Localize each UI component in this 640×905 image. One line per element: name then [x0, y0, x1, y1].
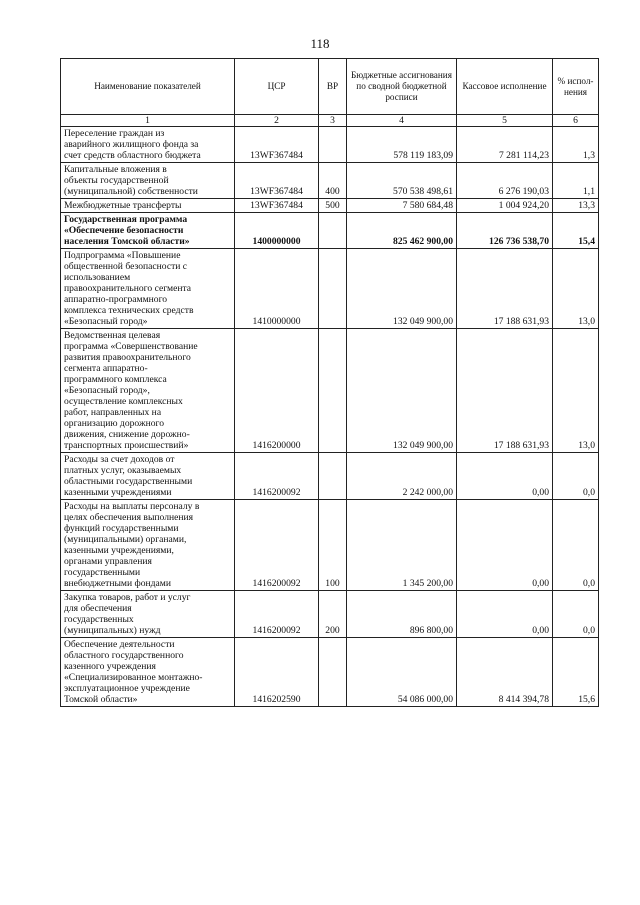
row-percent: 0,0	[553, 453, 599, 500]
row-execution: 17 188 631,93	[457, 249, 553, 329]
row-percent: 13,3	[553, 199, 599, 213]
row-name: Расходы на выплаты персоналу в целях обеспечения выполнения функций государственными (муниципальными) органами, казенными учреждениями, органами управления государственными внебюджетными фондами	[61, 500, 235, 591]
row-csr: 1416200092	[235, 591, 319, 638]
row-name: Переселение граждан из аварийного жилищного фонда за счет средств областного бюджета	[61, 127, 235, 163]
row-allocation: 570 538 498,61	[347, 163, 457, 199]
row-allocation: 578 119 183,09	[347, 127, 457, 163]
header-allocations: Бюджетные ассигнования по сводной бюджетной росписи	[347, 59, 457, 115]
column-number: 4	[347, 115, 457, 127]
table-row	[61, 249, 599, 329]
header-execution: Кассовое исполнение	[457, 59, 553, 115]
row-percent: 1,1	[553, 163, 599, 199]
row-execution: 7 281 114,23	[457, 127, 553, 163]
row-name: Капитальные вложения в объекты государственной (муниципальной) собственности	[61, 163, 235, 199]
row-name: Расходы за счет доходов от платных услуг, оказываемых областными государственными казенными учреждениями	[61, 453, 235, 500]
table-row	[61, 453, 599, 500]
row-csr: 1416200000	[235, 329, 319, 453]
row-csr: 1416200092	[235, 453, 319, 500]
row-allocation: 896 800,00	[347, 591, 457, 638]
row-csr: 1400000000	[235, 213, 319, 249]
row-execution: 126 736 538,70	[457, 213, 553, 249]
row-execution: 0,00	[457, 453, 553, 500]
table-row	[61, 591, 599, 638]
row-vr: 500	[319, 199, 347, 213]
row-percent: 15,6	[553, 638, 599, 707]
row-vr: 100	[319, 500, 347, 591]
budget-table	[60, 58, 599, 707]
row-csr: 13WF367484	[235, 127, 319, 163]
row-execution: 17 188 631,93	[457, 329, 553, 453]
table-row	[61, 127, 599, 163]
row-vr	[319, 638, 347, 707]
row-allocation: 132 049 900,00	[347, 249, 457, 329]
column-number: 6	[553, 115, 599, 127]
row-execution: 0,00	[457, 591, 553, 638]
row-vr	[319, 213, 347, 249]
row-csr: 13WF367484	[235, 163, 319, 199]
row-execution: 8 414 394,78	[457, 638, 553, 707]
table-row	[61, 213, 599, 249]
row-execution: 1 004 924,20	[457, 199, 553, 213]
column-number-row	[61, 115, 599, 127]
header-vr: ВР	[319, 59, 347, 115]
table-row	[61, 163, 599, 199]
row-name: Ведомственная целевая программа «Совершенствование развития правоохранительного сегмента аппаратно- программного комплекса «Безопасный город», осуществление комплексных работ, направленных на организацию дорожного движения, снижение дорожно- транспортных происшествий»	[61, 329, 235, 453]
row-name: Подпрограмма «Повышение общественной безопасности с использованием правоохранительного сегмента аппаратно-программного комплекса технических средств «Безопасный город»	[61, 249, 235, 329]
row-allocation: 132 049 900,00	[347, 329, 457, 453]
row-csr: 13WF367484	[235, 199, 319, 213]
row-execution: 6 276 190,03	[457, 163, 553, 199]
row-csr: 1416200092	[235, 500, 319, 591]
row-vr: 400	[319, 163, 347, 199]
row-vr: 200	[319, 591, 347, 638]
row-name: Государственная программа «Обеспечение безопасности населения Томской области»	[61, 213, 235, 249]
row-percent: 13,0	[553, 249, 599, 329]
row-vr	[319, 329, 347, 453]
column-number: 3	[319, 115, 347, 127]
row-vr	[319, 453, 347, 500]
row-allocation: 54 086 000,00	[347, 638, 457, 707]
header-csr: ЦСР	[235, 59, 319, 115]
row-allocation: 2 242 000,00	[347, 453, 457, 500]
row-percent: 1,3	[553, 127, 599, 163]
row-csr: 1416202590	[235, 638, 319, 707]
header-percent: % испол-нения	[553, 59, 599, 115]
row-allocation: 1 345 200,00	[347, 500, 457, 591]
column-number: 2	[235, 115, 319, 127]
row-execution: 0,00	[457, 500, 553, 591]
row-name: Обеспечение деятельности областного государственного казенного учреждения «Специализированное монтажно- эксплуатационное учреждение Томской области»	[61, 638, 235, 707]
row-percent: 0,0	[553, 591, 599, 638]
table-row	[61, 329, 599, 453]
row-name: Закупка товаров, работ и услуг для обеспечения государственных (муниципальных) нужд	[61, 591, 235, 638]
row-percent: 15,4	[553, 213, 599, 249]
page-number: 118	[310, 36, 330, 51]
header-name: Наименование показателей	[61, 59, 235, 115]
header-row	[61, 59, 599, 115]
row-percent: 0,0	[553, 500, 599, 591]
row-csr: 1410000000	[235, 249, 319, 329]
table-row	[61, 638, 599, 707]
row-name: Межбюджетные трансферты	[61, 199, 235, 213]
table-row	[61, 199, 599, 213]
column-number: 5	[457, 115, 553, 127]
row-vr	[319, 249, 347, 329]
row-vr	[319, 127, 347, 163]
row-allocation: 825 462 900,00	[347, 213, 457, 249]
table-row	[61, 500, 599, 591]
row-percent: 13,0	[553, 329, 599, 453]
row-allocation: 7 580 684,48	[347, 199, 457, 213]
column-number: 1	[61, 115, 235, 127]
